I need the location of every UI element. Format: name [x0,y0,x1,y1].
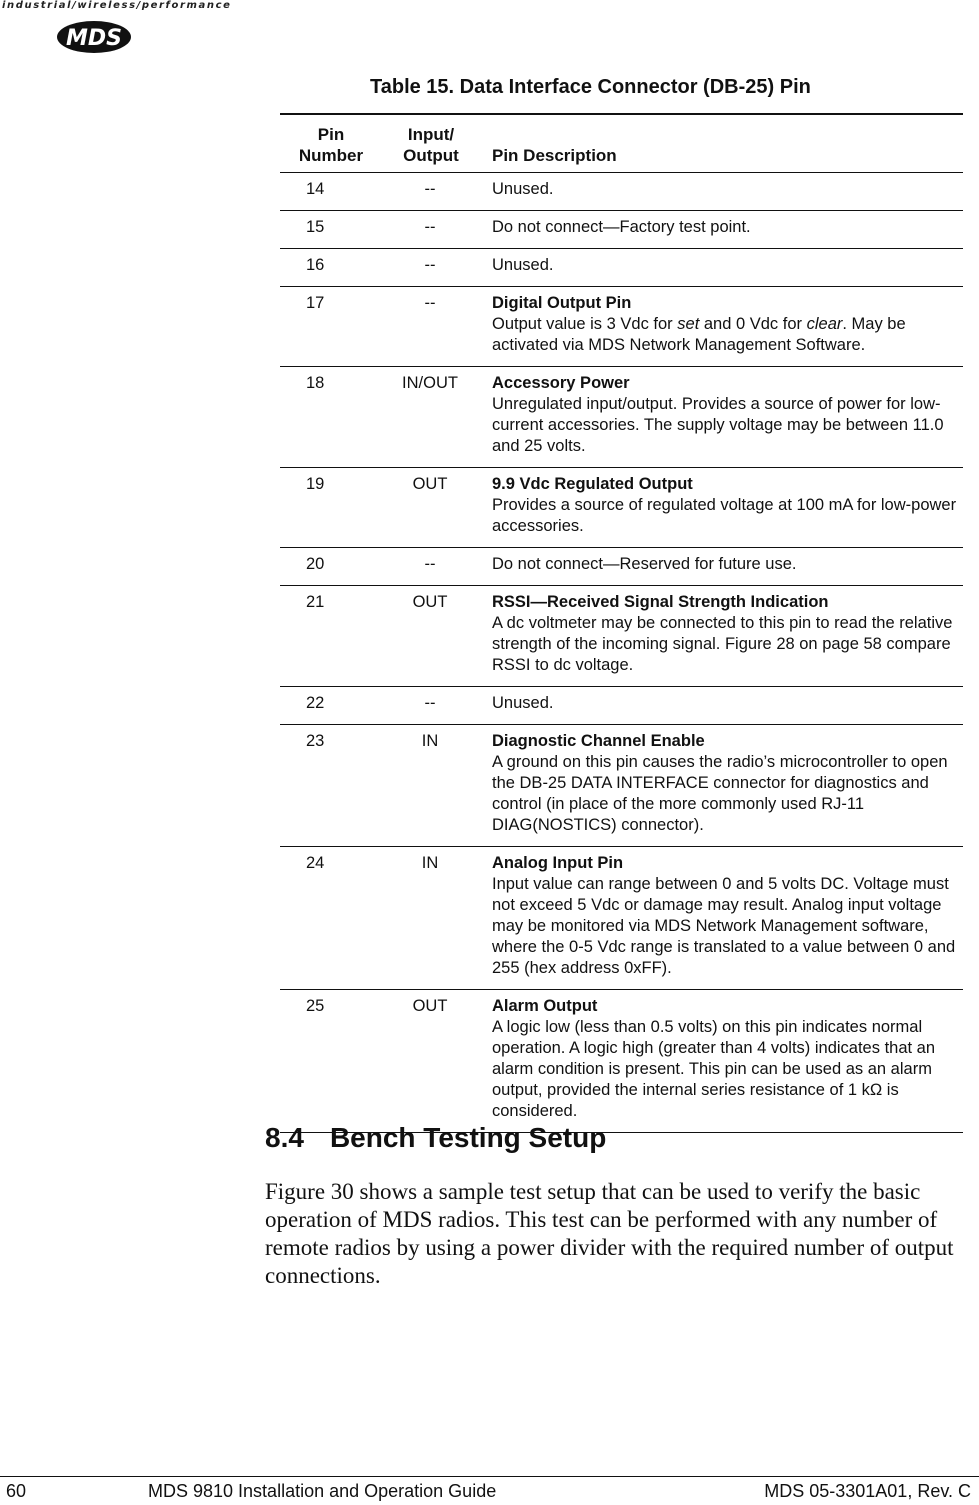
document-number: MDS 05-3301A01, Rev. C [764,1481,971,1501]
pin-number-cell: 22 [306,694,325,712]
table-row [280,173,963,211]
input-output-cell: OUT [412,997,448,1015]
pin-number-cell: 21 [306,593,325,611]
pin-description-text: Do not connect—Reserved for future use. [492,555,797,573]
input-output-cell: IN [421,854,439,872]
pin-description-cell [480,731,963,836]
table-row [280,725,963,847]
input-output-cell: IN/OUT [402,374,458,392]
mds-logo [56,20,132,54]
pin-description-cell [480,255,963,276]
pin-description-text: A ground on this pin causes the radio’s microcontroller to open the DB-25 DATA INTERFACE connector for diagnostics and control (in place of the more commonly used RJ-11 DIAG(NOSTICS) connector). [492,753,948,834]
pin-number-cell: 24 [306,854,325,872]
pin-number-cell: 18 [306,374,325,392]
table-row [280,249,963,287]
page-number: 60 [6,1481,27,1501]
pin-description-cell [480,693,963,714]
input-output-cell: -- [424,180,436,198]
table-row [280,548,963,586]
pin-description-title: Alarm Output [492,997,598,1015]
pin-description-text: Input value can range between 0 and 5 volts DC. Voltage must not exceed 5 Vdc or damage may result. Analog input voltage may be monitored via MDS Network Management software, where the 0-5 Vdc range is translated to a value between 0 and 255 (hex address 0xFF). [492,875,956,977]
pin-description-title: 9.9 Vdc Regulated Output [492,475,693,493]
pin-number-cell: 16 [306,256,325,274]
pin-number-cell: 17 [306,294,325,312]
input-output-cell: -- [424,294,436,312]
table-row [280,847,963,990]
pin-description-cell [480,996,963,1122]
table-row [280,586,963,687]
pin-description-cell [480,592,963,676]
pin-description-text: A logic low (less than 0.5 volts) on this pin indicates normal operation. A logic high (greater than 4 volts) indicates that an alarm condition is present. This pin can be used as an alarm output, provided the internal series resistance of 1 kΩ is considered. [492,1018,936,1120]
header-pin-description: Pin Description [492,146,617,165]
pin-description-title: Diagnostic Channel Enable [492,732,705,750]
pin-number-cell: 14 [306,180,325,198]
brand-tagline: industrial/wireless/performance [2,0,232,11]
guide-title: MDS 9810 Installation and Operation Guide [148,1481,497,1501]
input-output-cell: OUT [412,475,448,493]
pin-description-text: Provides a source of regulated voltage at 100 mA for low-power accessories. [492,496,957,535]
table-row [280,990,963,1133]
pin-number-cell: 19 [306,475,325,493]
table-header [280,113,963,173]
table-row [280,287,963,367]
header-input-output: Input/ Output [403,125,459,165]
section-paragraph: Figure 30 shows a sample test setup that can be used to verify the basic operation of MDS radios. This test can be performed with any number of remote radios by using a power divider with the required number of output connections. [265,1179,954,1288]
pin-number-cell: 15 [306,218,325,236]
input-output-cell: IN [421,732,439,750]
footer-divider [0,1476,979,1477]
pin-number-cell: 25 [306,997,325,1015]
table-title: Table 15. Data Interface Connector (DB-25) Pin [370,76,811,98]
pin-description-text: Unused. [492,256,554,274]
pin-description-cell [480,853,963,979]
pin-description-cell [480,179,963,200]
input-output-cell: -- [424,555,436,573]
pin-description-cell [480,217,963,238]
pin-number-cell: 23 [306,732,325,750]
pin-description-title: RSSI—Received Signal Strength Indication [492,593,829,611]
pin-description-text: Unregulated input/output. Provides a source of power for low-current accessories. The supply voltage may be between 11.0 and 25 volts. [492,395,944,455]
pin-description-cell [480,474,963,537]
pin-table [280,113,963,1133]
table-row [280,687,963,725]
table-row [280,367,963,468]
input-output-cell: -- [424,694,436,712]
logo-text: MDS [66,26,122,51]
section-number: 8.4 [265,1122,304,1153]
pin-description-cell [480,293,963,356]
pin-description-title: Accessory Power [492,374,630,392]
pin-description-text: A dc voltmeter may be connected to this pin to read the relative strength of the incoming signal. Figure 28 on page 58 compare RSSI to dc voltage. [492,614,953,674]
pin-description-text: Output value is 3 Vdc for set and 0 Vdc for clear. May be activated via MDS Network Management Software. [492,315,906,354]
pin-number-cell: 20 [306,555,325,573]
input-output-cell: -- [424,256,436,274]
section-heading [265,1122,606,1154]
pin-description-cell [480,373,963,457]
input-output-cell: -- [424,218,436,236]
section-title: Bench Testing Setup [329,1122,607,1153]
table-row [280,211,963,249]
pin-description-title: Digital Output Pin [492,294,632,312]
pin-description-cell [480,554,963,575]
input-output-cell: OUT [412,593,448,611]
table-row [280,468,963,548]
pin-description-text: Unused. [492,180,554,198]
pin-description-text: Unused. [492,694,554,712]
pin-description-text: Do not connect—Factory test point. [492,218,751,236]
pin-description-title: Analog Input Pin [492,854,624,872]
header-pin-number: Pin Number [298,125,364,165]
table-body [280,173,963,1133]
